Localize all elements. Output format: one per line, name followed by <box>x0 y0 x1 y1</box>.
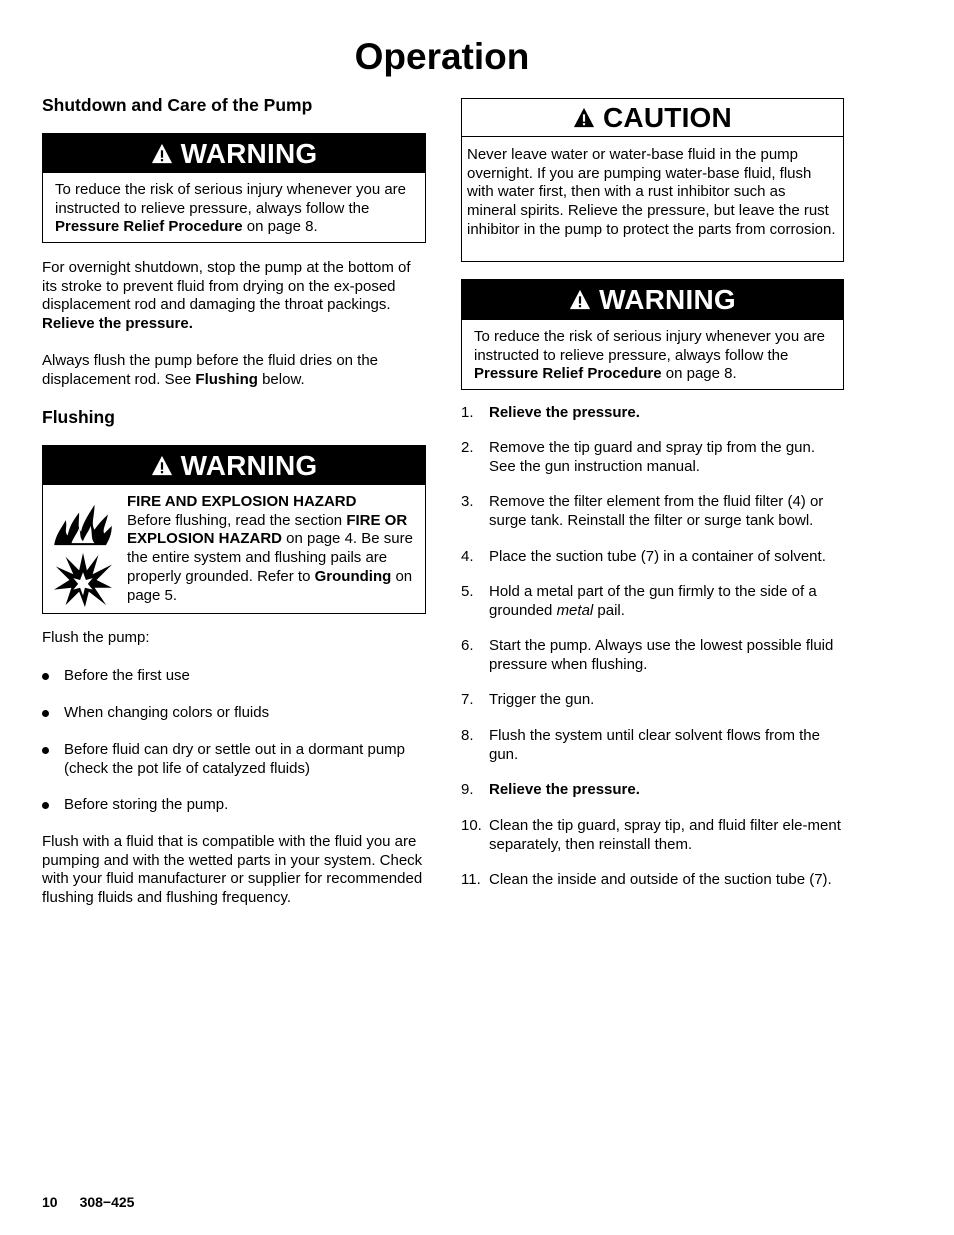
caution-title: CAUTION <box>603 101 732 133</box>
step-number: 7. <box>461 691 474 708</box>
fire-explosion-reference: FIRE OR EXPLOSION HAZARD <box>127 511 408 548</box>
warning-box-fire-explosion <box>42 445 426 614</box>
paragraph-overnight-shutdown <box>42 259 416 334</box>
step-text: Relieve the pressure. <box>489 404 640 421</box>
step-text-italic: metal <box>556 601 594 619</box>
paragraph-flush-before-dry <box>42 352 422 389</box>
warning-title: WARNING <box>599 284 736 315</box>
hazard-text-part: on page 4. Be sure the entire system and flushing pails are properly grounded. Refer to <box>127 530 413 585</box>
step-text: Start the pump. Always use the lowest possible fluid pressure when flushing. <box>489 637 834 673</box>
step-item <box>461 817 844 854</box>
warning-text: To reduce the risk of serious injury whenever you are instructed to relieve pressure, always follow the <box>55 181 407 217</box>
warning-header <box>43 446 425 485</box>
document-number: 308−425 <box>79 1194 135 1210</box>
warning-text: To reduce the risk of serious injury whenever you are instructed to relieve pressure, always follow the <box>474 328 826 364</box>
step-number: 1. <box>461 404 474 421</box>
caution-box <box>461 98 844 262</box>
step-number: 6. <box>461 637 474 654</box>
bullet-icon <box>42 673 49 680</box>
step-text: Flush the system until clear solvent flows from the gun. <box>489 727 820 763</box>
step-text: Remove the tip guard and spray tip from the gun. See the gun instruction manual. <box>489 439 816 475</box>
warning-text-end: on page 8. <box>242 218 318 236</box>
warning-title: WARNING <box>180 137 318 169</box>
step-item <box>461 871 844 890</box>
fire-hazard-icon <box>52 499 114 547</box>
paragraph-flushing-fluid: Flush with a fluid that is compatible with the fluid you are pumping and with the wetted parts in your system. Check with your fluid manufacturer or supplier for recommended flushing fluids and flushing frequency. <box>42 833 423 907</box>
step-text-part: pail. <box>593 601 625 619</box>
step-item <box>461 781 844 800</box>
warning-title: WARNING <box>180 449 318 481</box>
list-item <box>42 704 426 723</box>
warning-triangle-icon <box>151 143 173 165</box>
hazard-title: FIRE AND EXPLOSION HAZARD <box>127 493 357 510</box>
step-number: 5. <box>461 583 474 600</box>
section-heading-flushing: Flushing <box>42 407 115 427</box>
page-title: Operation <box>354 36 530 77</box>
list-item-text: Before storing the pump. <box>64 796 229 813</box>
hazard-text-part: on page 5. <box>127 567 413 604</box>
warning-header <box>462 280 843 320</box>
warning-triangle-icon <box>573 107 595 129</box>
list-item <box>42 796 426 815</box>
step-item <box>461 637 844 674</box>
hazard-text-part: Before flushing, read the section <box>127 511 347 529</box>
warning-triangle-icon <box>151 455 173 477</box>
warning-body <box>43 173 425 237</box>
paragraph-text-end: below. <box>257 370 305 388</box>
hazard-text <box>123 485 425 605</box>
grounding-reference: Grounding <box>314 567 392 585</box>
step-text: Place the suction tube (7) in a container of solvent. <box>489 548 826 565</box>
step-number: 4. <box>461 548 474 565</box>
bullet-icon <box>42 802 49 809</box>
step-text-part: Hold a metal part of the gun firmly to the side of a grounded <box>489 583 817 619</box>
step-text: Clean the inside and outside of the suction tube (7). <box>489 871 832 888</box>
step-text: Remove the filter element from the fluid filter (4) or surge tank. Reinstall the filter or surge tank bowl. <box>489 493 824 529</box>
list-item-text: Before fluid can dry or settle out in a dormant pump (check the pot life of catalyzed fluids) <box>64 741 406 777</box>
procedure-reference: Pressure Relief Procedure <box>55 218 243 236</box>
caution-text: Never leave water or water-base fluid in the pump overnight. If you are pumping water-base fluid, flush with water first, then with a rust inhibitor such as mineral spirits. Relieve the pressure, but leave the rust inhibitor in the pump to protect the parts from corrosion. <box>467 146 836 238</box>
warning-text-end: on page 8. <box>661 365 737 383</box>
step-number: 3. <box>461 493 474 510</box>
list-item-text: Before the first use <box>64 667 190 684</box>
warning-body <box>462 320 843 384</box>
paragraph-text: For overnight shutdown, stop the pump at the bottom of its stroke to prevent fluid from drying on the ex-posed displacement rod and damaging the throat packings. <box>42 259 411 314</box>
explosion-hazard-icon <box>52 551 114 609</box>
hazard-icons <box>43 485 123 605</box>
section-heading-shutdown: Shutdown and Care of the Pump <box>42 95 313 115</box>
step-item <box>461 493 844 530</box>
step-text: Relieve the pressure. <box>489 781 640 798</box>
warning-header <box>43 134 425 173</box>
step-number: 11. <box>461 871 481 888</box>
page-number: 10 <box>42 1194 58 1210</box>
paragraph-text: Always flush the pump before the fluid dries on the displacement rod. See <box>42 352 379 388</box>
caution-header <box>462 99 843 137</box>
bullet-icon <box>42 747 49 754</box>
step-item <box>461 548 844 567</box>
warning-triangle-icon <box>569 289 591 311</box>
step-item <box>461 691 844 710</box>
warning-box-pressure-relief <box>42 133 426 243</box>
paragraph-bold-text: Relieve the pressure. <box>42 315 193 333</box>
step-item <box>461 439 844 476</box>
step-number: 9. <box>461 781 474 798</box>
warning-box-pressure-relief-2 <box>461 279 844 390</box>
step-item <box>461 727 844 764</box>
step-item <box>461 404 844 423</box>
step-item <box>461 583 844 620</box>
hazard-content <box>43 485 425 605</box>
step-text: Clean the tip guard, spray tip, and fluid filter ele-ment separately, then reinstall them. <box>489 817 841 853</box>
flushing-reference: Flushing <box>195 370 258 388</box>
list-item <box>42 741 426 778</box>
step-number: 8. <box>461 727 474 744</box>
list-item <box>42 667 426 686</box>
bullet-icon <box>42 710 49 717</box>
page-footer <box>42 1194 156 1210</box>
procedure-reference: Pressure Relief Procedure <box>474 365 662 383</box>
step-number: 10. <box>461 817 482 834</box>
step-text: Trigger the gun. <box>489 691 595 708</box>
step-number: 2. <box>461 439 474 456</box>
flush-intro: Flush the pump: <box>42 629 150 646</box>
step-text <box>461 583 844 620</box>
list-item-text: When changing colors or fluids <box>64 704 270 721</box>
